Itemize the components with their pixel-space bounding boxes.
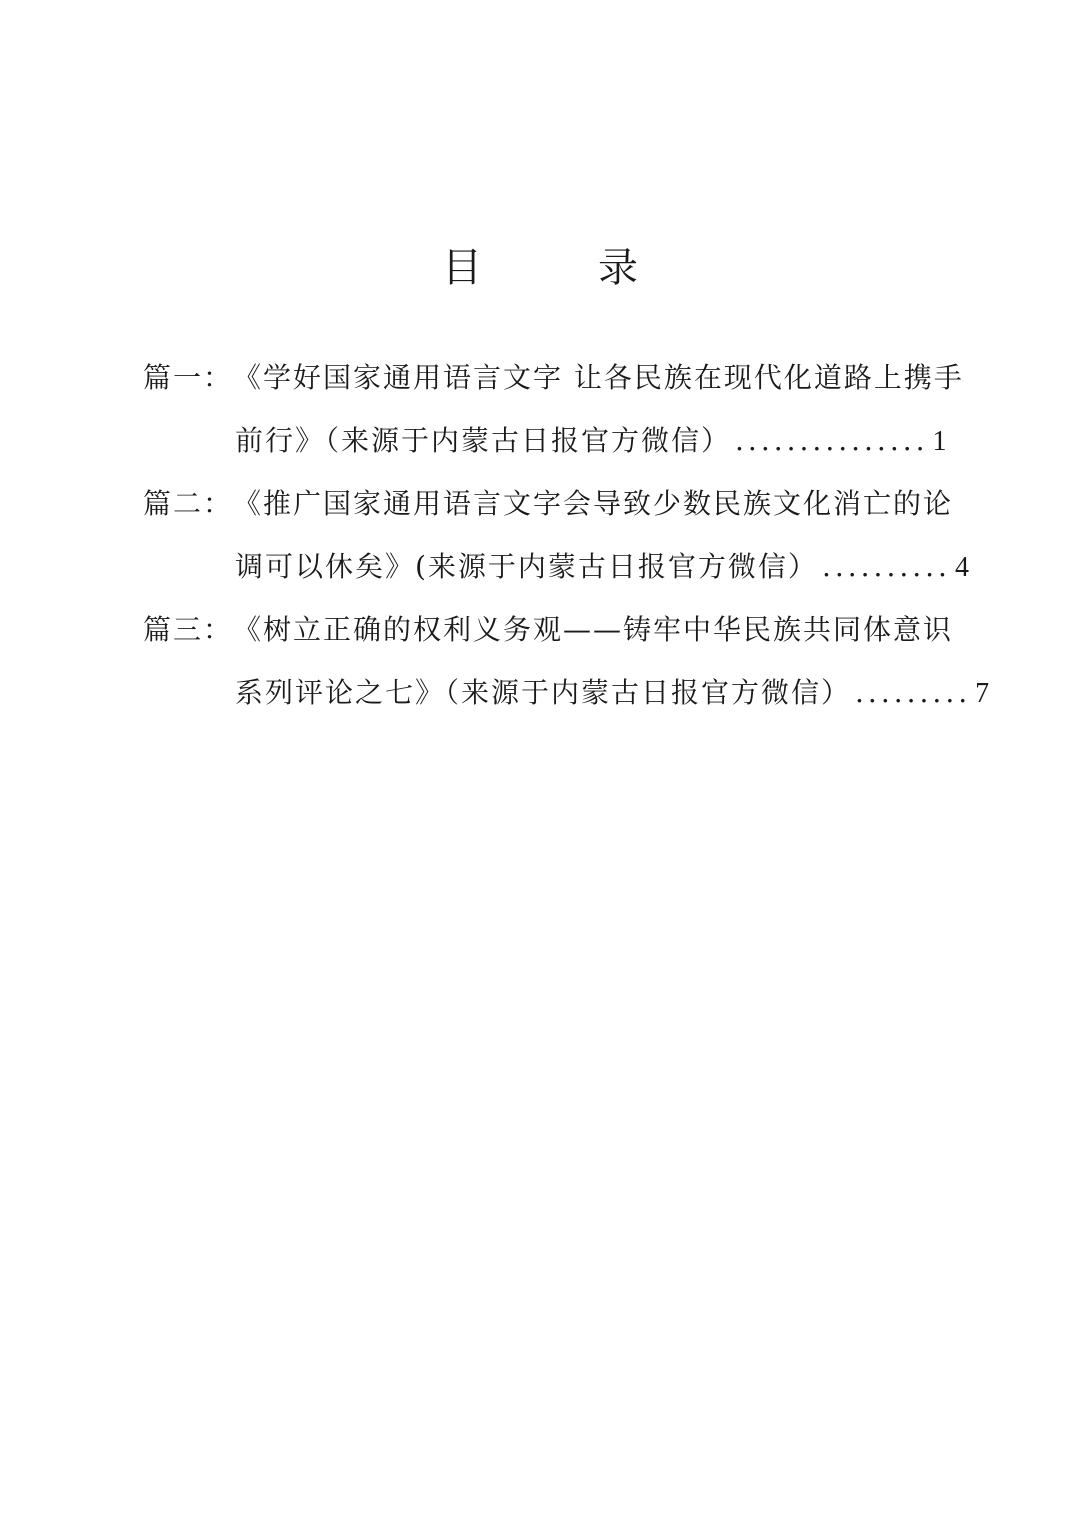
toc-entry-leader-dots: ............... <box>735 424 929 457</box>
toc-entry-source: 前行》（来源于内蒙古日报官方微信） <box>235 424 732 457</box>
toc-entry-line-2 <box>143 535 969 598</box>
toc-entry-line-1 <box>143 346 964 409</box>
toc-entry-page-number: 7 <box>975 678 990 709</box>
toc-title: 目 录 <box>442 245 676 291</box>
toc-entry-prefix: 篇一： <box>143 361 234 394</box>
toc-entry-line-2 <box>143 661 990 724</box>
toc-entry-prefix: 篇二： <box>143 487 234 520</box>
toc-entry <box>143 346 964 472</box>
toc-entry <box>143 472 969 598</box>
toc-entry-line-1 <box>143 472 954 535</box>
toc-entry-page-number: 4 <box>954 552 969 583</box>
toc-entry-leader-dots: ......... <box>855 676 972 709</box>
toc-entry <box>143 598 990 724</box>
toc-entry-line-1 <box>143 598 954 661</box>
toc-entry-title: 《推广国家通用语言文字会导致少数民族文化消亡的论 <box>233 487 954 520</box>
toc-entry-source: 系列评论之七》（来源于内蒙古日报官方微信） <box>235 676 852 709</box>
toc-entry-title: 《树立正确的权利义务观——铸牢中华民族共同体意识 <box>233 613 954 646</box>
toc-entry-page-number: 1 <box>932 426 947 457</box>
toc-entry-leader-dots: .......... <box>821 550 951 583</box>
toc-entry-line-2 <box>143 409 947 472</box>
toc-entry-prefix: 篇三： <box>143 613 234 646</box>
toc-entry-title: 《学好国家通用语言文字 让各民族在现代化道路上携手 <box>233 361 964 394</box>
toc-entry-source: 调可以休矣》(来源于内蒙古日报官方微信） <box>235 550 818 583</box>
